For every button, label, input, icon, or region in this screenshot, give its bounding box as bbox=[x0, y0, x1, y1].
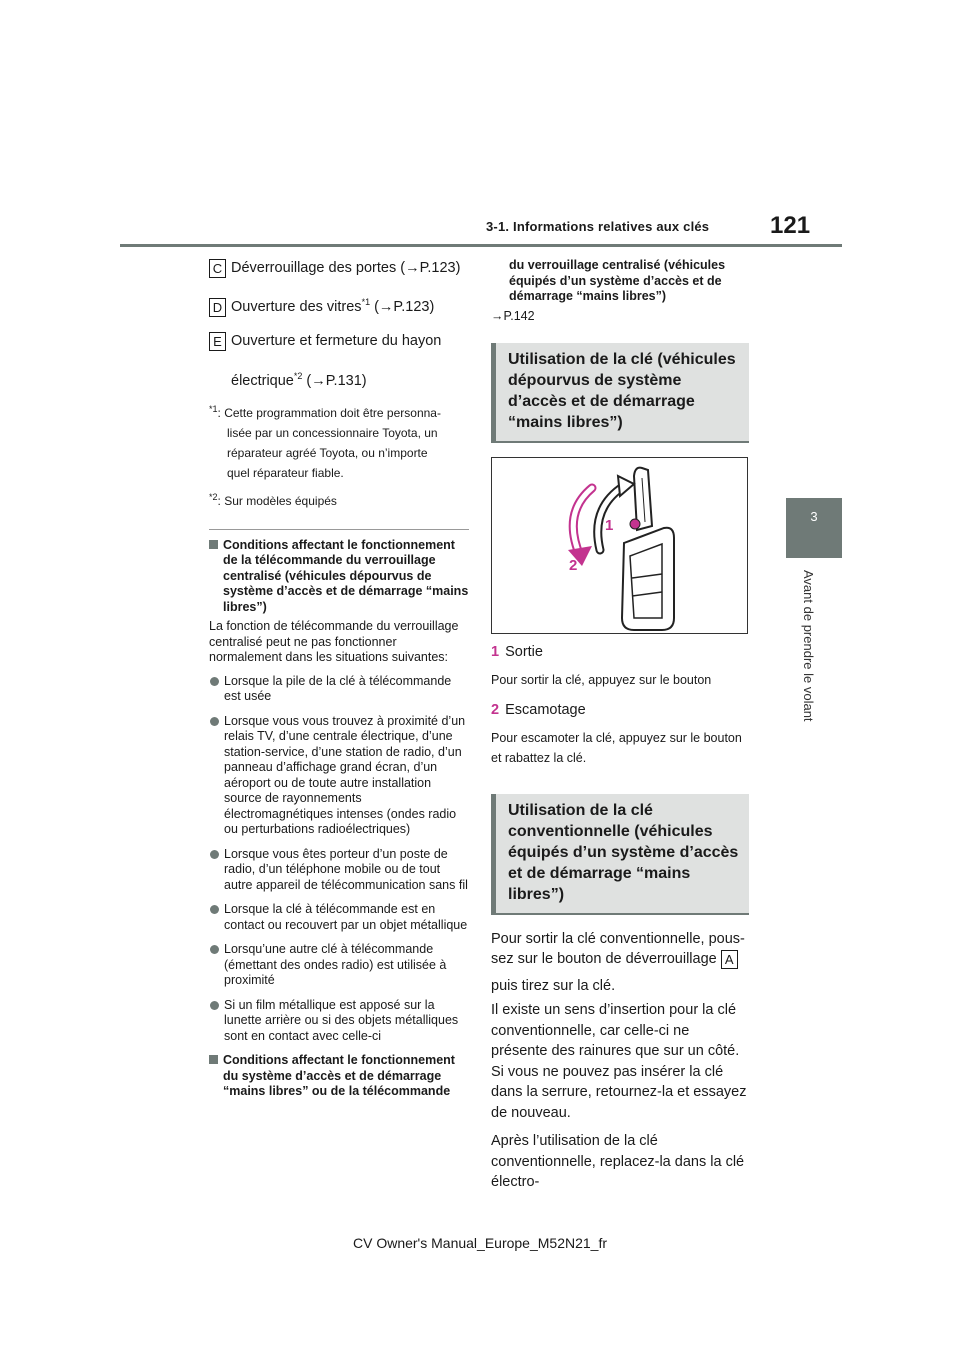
condition-heading-1 bbox=[209, 538, 469, 616]
paragraph: Il existe un sens d’insertion pour la clé conventionnelle, car celle-ci ne présente des rainures que sur un côté. Si vous ne pouvez pas insérer la clé dans la serrure, retournez-la et essayez de nouveau. bbox=[491, 1002, 747, 1121]
list-item-text: Lorsqu’une autre clé à télécommande (émettant des ondes radio) est utilisée à proximité bbox=[224, 942, 447, 988]
function-item-e-cont: électrique bbox=[231, 372, 294, 389]
condition-heading-2-text: Conditions affectant le fonctionnement du système d’accès et de démarrage “mains libres” ou de la télécommande bbox=[223, 1053, 455, 1099]
footnote-line: lisée par un concessionnaire Toyota, un bbox=[227, 425, 438, 440]
footnote-line: Sur modèles équipés bbox=[224, 493, 337, 508]
chapter-side-label bbox=[802, 570, 822, 750]
footnote-ref: *1 bbox=[361, 297, 371, 307]
list-item-text: Lorsque la pile de la clé à télécommande est usée bbox=[224, 673, 452, 704]
key-illustration bbox=[491, 457, 748, 634]
list-item bbox=[209, 847, 469, 894]
letter-box-c: C bbox=[209, 259, 226, 278]
step-2 bbox=[491, 700, 749, 720]
divider bbox=[209, 529, 469, 530]
footnote-ref: *2 bbox=[293, 370, 303, 381]
footer: CV Owner's Manual_Europe_M52N21_fr bbox=[352, 1235, 608, 1251]
footnote-line: réparateur agréé Toyota, ou n’importe bbox=[227, 445, 428, 460]
step-number: 1 bbox=[491, 643, 500, 660]
continued-heading: du verrouillage centralisé (véhicules équipés d’un système d’accès et de démarrage “mains libres”) bbox=[509, 258, 726, 303]
bullet-icon bbox=[210, 905, 219, 914]
list-item bbox=[209, 942, 469, 989]
condition-body: La fonction de télécommande du verrouillage centralisé peut ne pas fonctionner normalement dans les situations suivantes: bbox=[209, 619, 459, 665]
list-item-text: Lorsque vous vous trouvez à proximité d’un relais TV, d’une centrale électrique, d’une station-service, d’une station de radio, d’un panneau d’affichage grand écran, d’un aéroport ou de toute autre installation source de rayonnements électromagnétiques intenses (ondes radio ou perturbations radioélectriques) bbox=[224, 713, 466, 837]
footnotes: $^{*1}$: Cette programmation doit être personna- lisée par un concessionnaire Toyota, un réparateur agréé Toyota, ou n’importe quel réparateur fiable. $^{*2}$: Sur modèles équipés bbox=[209, 403, 441, 508]
bullet-icon bbox=[210, 850, 219, 859]
list-item-text: Lorsque la clé à télécommande est en contact ou recouvert par un objet métallique bbox=[224, 902, 468, 932]
list-item bbox=[209, 998, 469, 1045]
section-title: 3-1. Informations relatives aux clés bbox=[486, 219, 710, 234]
paragraph bbox=[491, 929, 749, 970]
function-item-e-text: Ouverture et fermeture du hayon bbox=[231, 332, 442, 349]
letter-box-e: E bbox=[209, 332, 226, 351]
list-item-text: Lorsque vous êtes porteur d’un poste de radio, d’un téléphone mobile ou de tout autre appareil de télécommunication sans fil bbox=[224, 846, 468, 892]
bullet-icon bbox=[210, 677, 219, 686]
square-bullet-icon bbox=[209, 1055, 218, 1064]
square-bullet-icon bbox=[209, 540, 218, 549]
condition-heading-1-text: Conditions affectant le fonctionnement de la télécommande du verrouillage centralisé (véhicules dépourvus de système d’accès et de démarrage “mains libres”) bbox=[223, 537, 469, 614]
list-item bbox=[209, 674, 469, 705]
chapter-side-text: Avant de prendre le volant bbox=[801, 570, 816, 722]
step-title: Sortie bbox=[505, 643, 543, 660]
paragraph: Après l’utilisation de la clé conventionnelle, replacez-la dans la clé électro- bbox=[491, 1133, 745, 1190]
paragraph-text: Pour sortir la clé conventionnelle, pous-sez sur le bouton de déverrouillage bbox=[491, 930, 745, 967]
function-item-c-text: Déverrouillage des portes (→P.123) bbox=[231, 260, 461, 276]
letter-box-a: A bbox=[721, 950, 738, 969]
step-2-desc: Pour escamoter la clé, appuyez sur le bouton et rabattez la clé. bbox=[491, 730, 742, 765]
function-item-e bbox=[209, 331, 469, 392]
function-item-c bbox=[209, 258, 469, 279]
step-1 bbox=[491, 642, 749, 662]
letter-box-d: D bbox=[209, 298, 226, 317]
step-1-desc: Pour sortir la clé, appuyez sur le bouton bbox=[491, 672, 712, 687]
figure-label-2: 2 bbox=[569, 556, 578, 574]
section-heading-1: Utilisation de la clé (véhicules dépourvus de système d’accès et de démarrage “mains libres”) bbox=[491, 343, 749, 443]
function-item-d bbox=[209, 292, 469, 318]
unfold-arrowhead-icon bbox=[618, 476, 634, 496]
figure-label-1: 1 bbox=[605, 516, 614, 534]
key-flip-diagram bbox=[492, 458, 747, 633]
step-title: Escamotage bbox=[505, 701, 586, 718]
bullet-icon bbox=[210, 1001, 219, 1010]
section-heading-2: Utilisation de la clé conventionnelle (véhicules équipés d’un système d’accès et de démarrage “mains libres”) bbox=[491, 794, 749, 915]
key-fob-shape bbox=[622, 527, 674, 629]
left-column bbox=[209, 258, 469, 1104]
bullet-icon bbox=[210, 717, 219, 726]
list-item-text: Si un film métallique est apposé sur la lunette arrière ou si des objets métalliques sont en contact avec celle-ci bbox=[224, 997, 459, 1043]
footnote-mark: *2 bbox=[209, 491, 218, 502]
list-item bbox=[209, 902, 469, 933]
function-item-d-text: Ouverture des vitres bbox=[231, 298, 362, 315]
bullet-icon bbox=[210, 945, 219, 954]
paragraph: puis tirez sur la clé. bbox=[491, 977, 616, 994]
condition-heading-2 bbox=[209, 1053, 469, 1100]
header-rule bbox=[120, 244, 842, 247]
page-number: 121 bbox=[770, 212, 811, 239]
release-button-icon bbox=[630, 519, 640, 529]
page-reference: →P.142 bbox=[491, 308, 535, 323]
footnote-line: quel réparateur fiable. bbox=[227, 465, 344, 480]
footnote-line: Cette programmation doit être personna- bbox=[224, 405, 441, 420]
right-column bbox=[491, 258, 749, 1197]
chapter-tab: 3 bbox=[786, 498, 842, 558]
step-number: 2 bbox=[491, 701, 500, 718]
footnote-mark: *1 bbox=[209, 403, 218, 414]
function-item-e-ref: (→P.131) bbox=[302, 372, 367, 389]
function-item-d-ref: (→P.123) bbox=[370, 298, 435, 315]
list-item bbox=[209, 714, 469, 838]
